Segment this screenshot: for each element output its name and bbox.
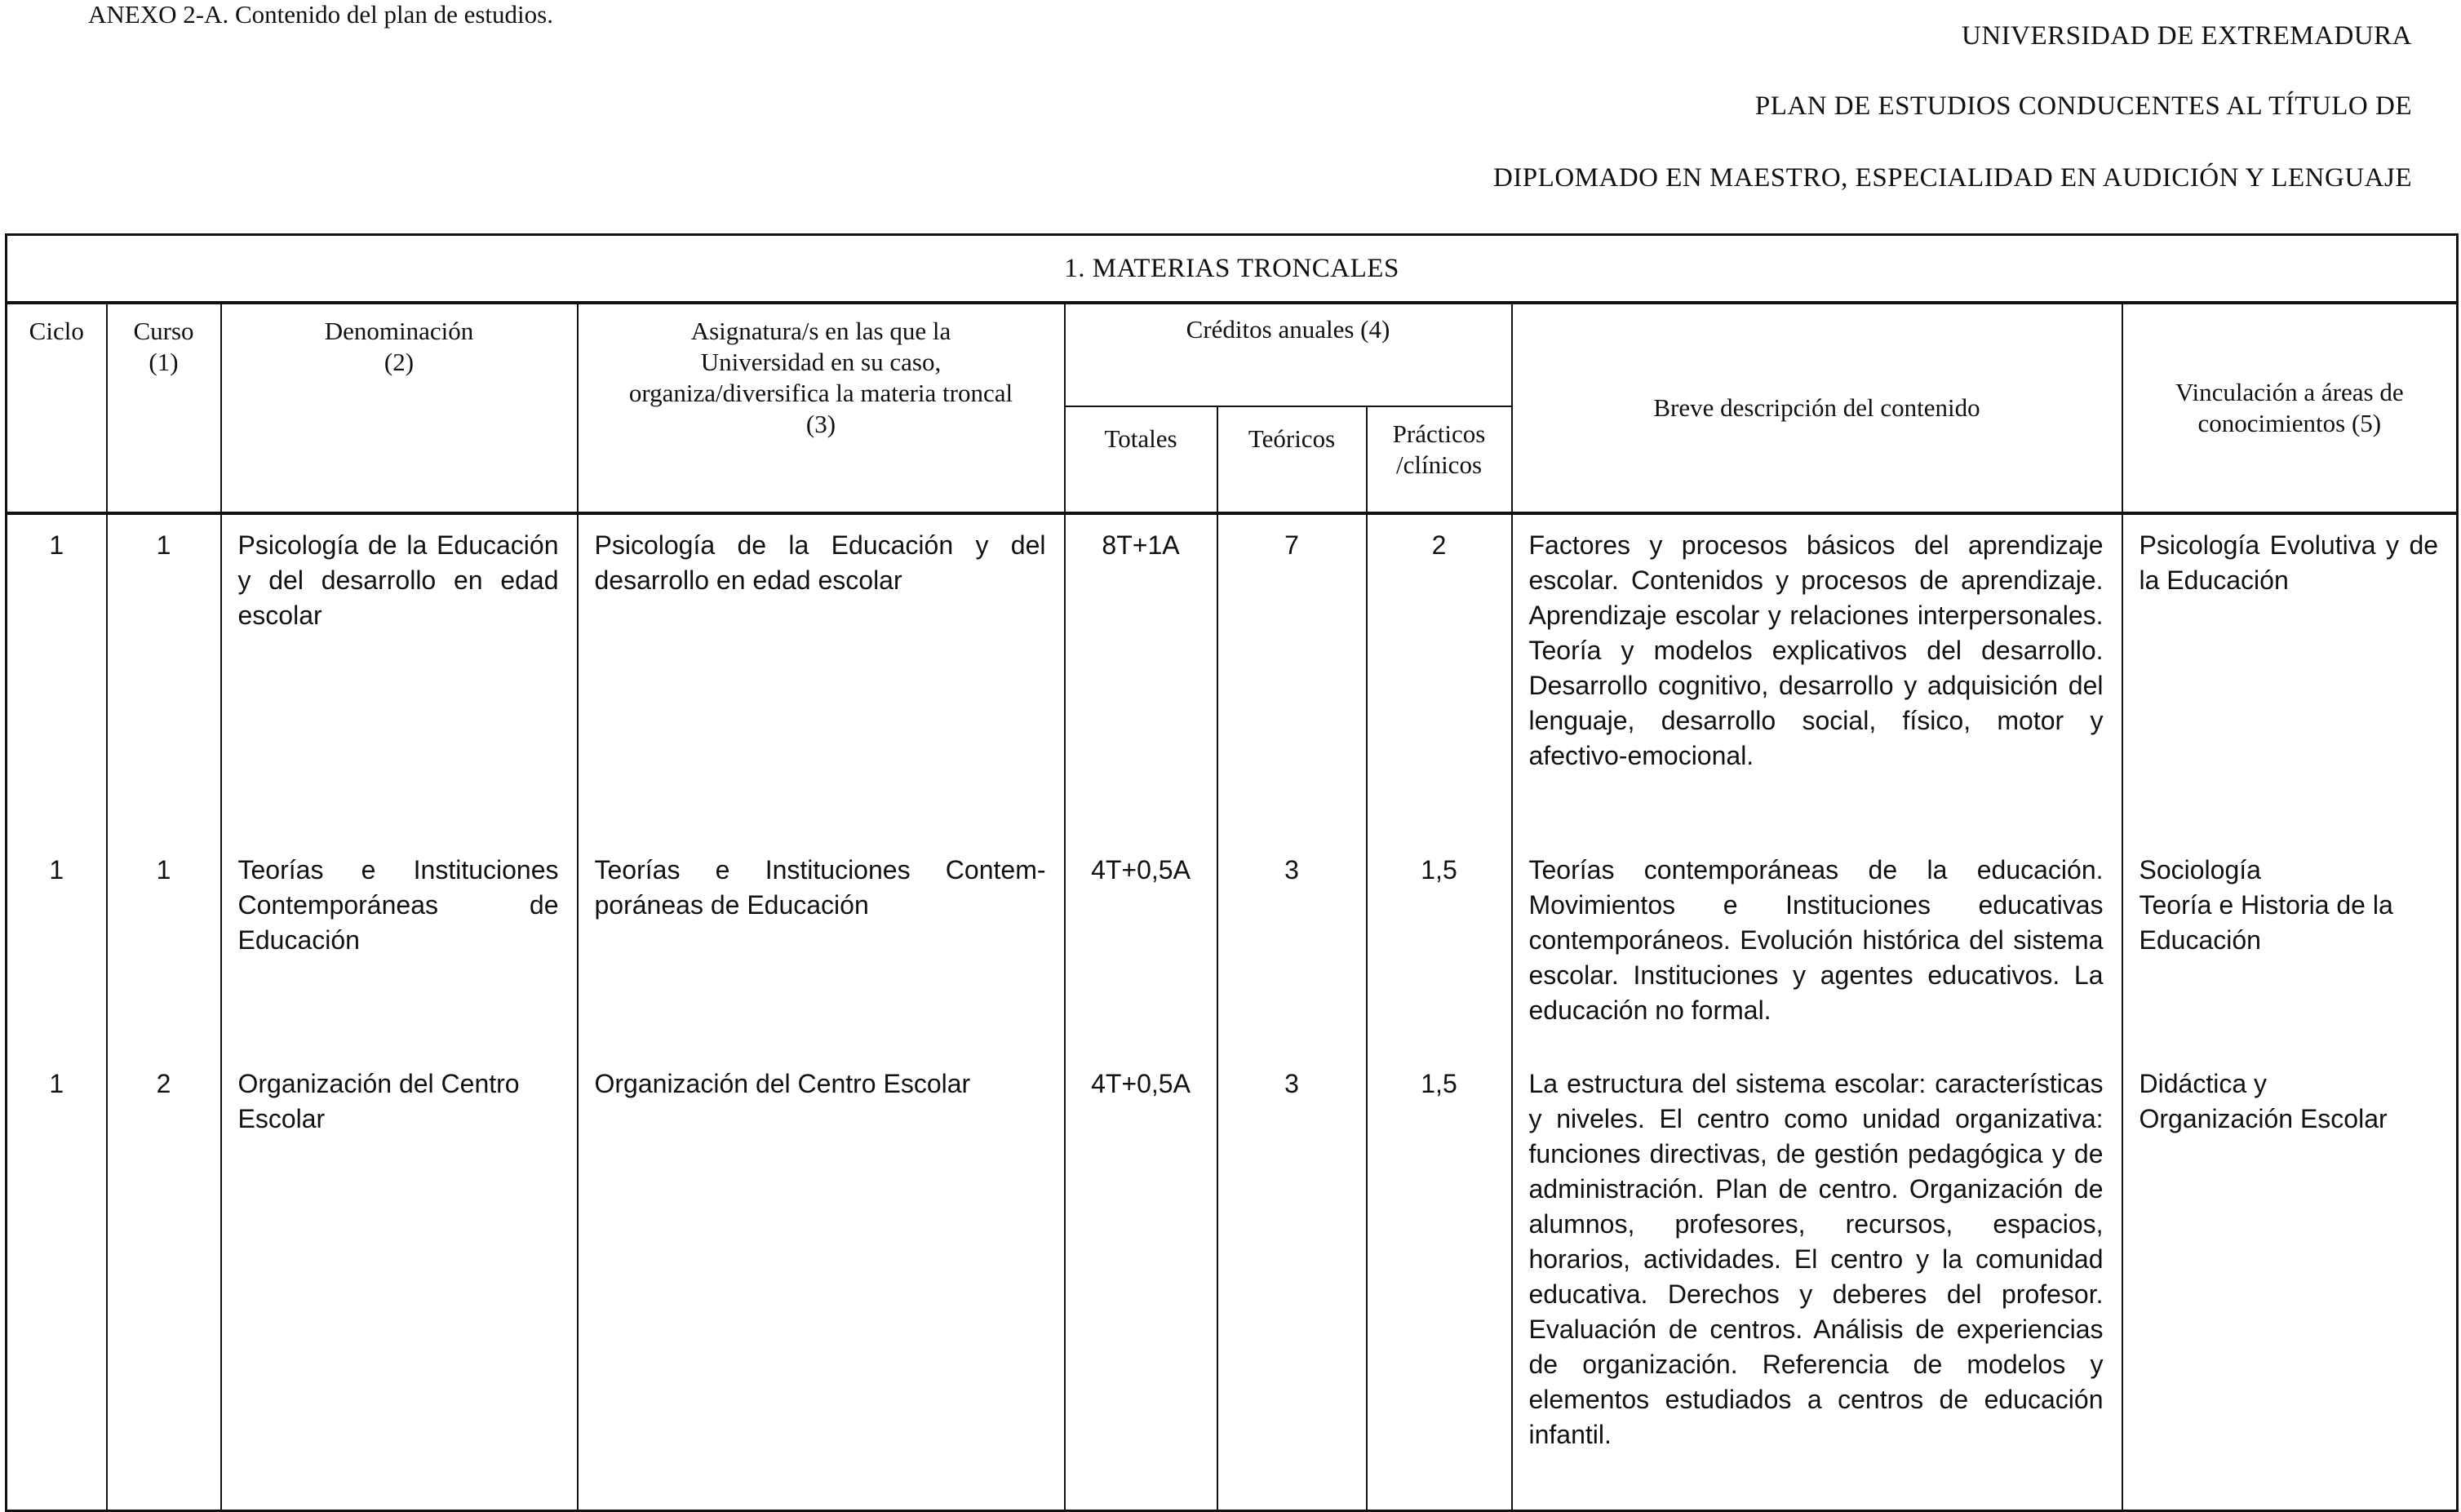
plan-title: PLAN DE ESTUDIOS CONDUCENTES AL TÍTULO DE [1754, 91, 2412, 121]
cell-totales: 4T+0,5A [1065, 840, 1217, 1053]
cell-denominacion: Organización del Centro Escolar [221, 1053, 578, 1510]
cell-teoricos: 3 [1217, 840, 1367, 1053]
col-header-asignaturas-line3: organiza/diversifica la materia troncal [628, 379, 1013, 407]
vinculacion-area: Sociología [2139, 855, 2261, 885]
cell-asignatura: Psicología de la Educación y del desarrollo en edad escolar [578, 513, 1065, 840]
cell-curso: 1 [107, 513, 221, 840]
col-header-vinculacion-line2: conocimientos (5) [2197, 409, 2382, 437]
col-header-asignaturas-line1: Asignatura/s en las que la [690, 317, 951, 345]
cell-ciclo: 1 [7, 513, 107, 840]
col-header-curso-label: Curso [133, 317, 194, 345]
table-title: 1. MATERIAS TRONCALES [7, 235, 2458, 304]
cell-ciclo: 1 [7, 840, 107, 1053]
col-header-ciclo [7, 303, 107, 513]
table-row [7, 1053, 2458, 1510]
col-header-denominacion-label: Denominación [324, 317, 474, 345]
col-header-denominacion-note: (2) [384, 348, 415, 376]
curriculum-table [5, 233, 2459, 1512]
cell-descripcion: La estructura del sistema escolar: características y niveles. El centro como unidad organizativa: funciones directivas, de gestión pedagógica y de administración. Plan de centro. Organización de alumnos, profesores, recursos, espacios, horarios, actividades. El centro y la comunidad educativa. Derechos y deberes del profesor. Evaluación de centros. Análisis de experiencias de organización. Referencia de modelos y elementos estudiados a centros de educación infantil. [1512, 1053, 2122, 1510]
col-header-curso [107, 303, 221, 513]
university-name: UNIVERSIDAD DE EXTREMADURA [1962, 21, 2412, 51]
cell-vinculacion [2122, 1053, 2458, 1510]
col-header-curso-note: (1) [149, 348, 179, 376]
cell-totales: 8T+1A [1065, 513, 1217, 840]
cell-vinculacion [2122, 840, 2458, 1053]
cell-descripcion: Factores y procesos básicos del aprendizaje escolar. Contenidos y procesos de aprendizaje. Aprendizaje escolar y relaciones interpersonales. Teoría y modelos explicativos del desarrollo. Desarrollo cognitivo, desarrollo y adquisición del lenguaje, desarrollo social, físico, motor y afectivo-emocional. [1512, 513, 2122, 840]
annex-title: ANEXO 2-A. Contenido del plan de estudios. [88, 0, 553, 29]
curriculum-table-container [5, 233, 2456, 1461]
vinculacion-area: Didáctica y [2139, 1069, 2267, 1098]
cell-curso: 1 [107, 840, 221, 1053]
cell-practicos: 1,5 [1367, 840, 1512, 1053]
cell-teoricos: 7 [1217, 513, 1367, 840]
col-header-denominacion [221, 303, 578, 513]
col-header-vinculacion-line1: Vinculación a áreas de [2175, 378, 2404, 406]
col-header-teoricos: Teóricos [1217, 406, 1367, 513]
cell-asignatura: Organización del Centro Escolar [578, 1053, 1065, 1510]
vinculacion-area: Teoría e Historia de la Educación [2139, 890, 2393, 955]
cell-denominacion: Teorías e Instituciones Contemporáneas de Educación [221, 840, 578, 1053]
vinculacion-area: Organización Escolar [2139, 1104, 2388, 1133]
col-header-vinculacion [2122, 303, 2458, 513]
cell-vinculacion: Psicología Evolutiva y de la Educación [2122, 513, 2458, 840]
cell-totales: 4T+0,5A [1065, 1053, 1217, 1510]
cell-curso: 2 [107, 1053, 221, 1510]
table-row [7, 840, 2458, 1053]
col-header-totales: Totales [1065, 406, 1217, 513]
col-header-practicos [1367, 406, 1512, 513]
col-header-creditos: Créditos anuales (4) [1065, 303, 1512, 406]
col-header-asignaturas [578, 303, 1065, 513]
degree-title: DIPLOMADO EN MAESTRO, ESPECIALIDAD EN AUDICIÓN Y LENGUAJE [1492, 163, 2412, 193]
cell-practicos: 2 [1367, 513, 1512, 840]
col-header-practicos-line1: Prácticos [1392, 419, 1486, 448]
cell-practicos: 1,5 [1367, 1053, 1512, 1510]
cell-teoricos: 3 [1217, 1053, 1367, 1510]
col-header-ciclo-label: Ciclo [29, 317, 84, 345]
cell-asignatura: Teorías e Instituciones Contem-poráneas de Educación [578, 840, 1065, 1053]
col-header-asignaturas-note: (3) [805, 410, 836, 438]
col-header-practicos-line2: /clínicos [1395, 450, 1483, 479]
cell-denominacion: Psicología de la Educación y del desarrollo en edad escolar [221, 513, 578, 840]
cell-ciclo: 1 [7, 1053, 107, 1510]
cell-descripcion: Teorías contemporáneas de la educación. Movimientos e Instituciones educativas contemporáneos. Evolución histórica del sistema escolar. Instituciones y agentes educativos. La educación no formal. [1512, 840, 2122, 1053]
col-header-descripcion: Breve descripción del contenido [1512, 303, 2122, 513]
table-row [7, 513, 2458, 840]
col-header-asignaturas-line2: Universidad en su caso, [700, 348, 942, 376]
